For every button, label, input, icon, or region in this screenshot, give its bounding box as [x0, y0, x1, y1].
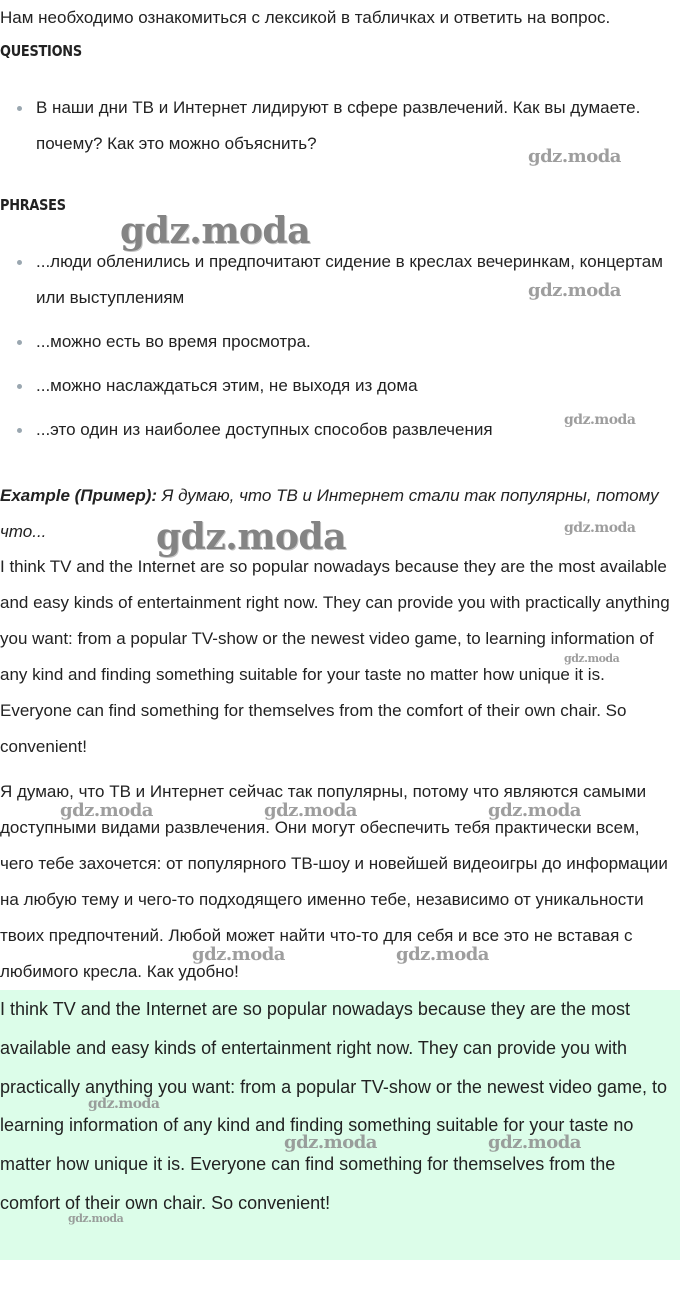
example-label: Example (Пример):: [0, 486, 158, 505]
highlight-text: I think TV and the Internet are so popular nowadays because they are the most available and easy kinds of entertainment right now. They can provide you with practically anything you want: from a popular TV-show or the newest video game, to learning information of any kind and finding something suitable for your taste no matter how unique it is. Everyone can find something for themselves from the comfort of their own chair. So convenient!: [0, 999, 668, 1213]
bullet-icon: [17, 428, 22, 433]
bullet-icon: [17, 384, 22, 389]
phrase-text: ...это один из наиболее доступных способов развлечения: [36, 420, 493, 439]
question-text: В наши дни ТВ и Интернет лидируют в сфере развлечений. Как вы думаете. почему? Как это можно объяснить?: [36, 98, 641, 153]
example-text: Я думаю, что ТВ и Интернет стали так популярны, потому что...: [0, 486, 659, 541]
watermark: gdz.moda: [88, 1096, 160, 1112]
phrase-text: ...можно есть во время просмотра.: [36, 332, 311, 351]
phrase-text: ...люди обленились и предпочитают сидение в креслах вечеринкам, концертам или выступлениям: [36, 252, 663, 307]
watermark: gdz.moda: [192, 944, 285, 965]
bullet-icon: [17, 340, 22, 345]
list-item: [0, 324, 680, 360]
answer-russian: Я думаю, что ТВ и Интернет сейчас так популярны, потому что являются самыми доступными видами развлечения. Они могут обеспечить тебя практически всем, чего тебе захочется: от популярного ТВ-шоу и новейшей видеоигры до информации на любую тему и чего-то подходящего именно тебе, независимо от уникальности твоих предпочтений. Любой может найти что-то для себя и все это не вставая с любимого кресла. Как удобно!: [0, 782, 668, 981]
watermark: gdz.moda: [68, 1212, 124, 1225]
answer-english: I think TV and the Internet are so popular nowadays because they are the most available and easy kinds of entertainment right now. They can provide you with practically anything you want: from a popular TV-show or the newest video game, to learning information of any kind and finding something suitable for your taste no matter how unique it is. Everyone can find something for themselves from the comfort of their own chair. So convenient!: [0, 557, 670, 756]
list-item: [0, 368, 680, 404]
phrase-text: ...можно наслаждаться этим, не выходя из дома: [36, 376, 418, 395]
watermark: gdz.moda: [528, 280, 621, 301]
intro-text: Нам необходимо ознакомиться с лексикой в табличках и ответить на вопрос.: [0, 8, 611, 27]
watermark: gdz.moda: [564, 652, 620, 665]
watermark: gdz.moda: [264, 800, 357, 821]
watermark: gdz.moda: [564, 412, 636, 428]
phrases-heading: PHRASES: [0, 196, 66, 214]
watermark: gdz.moda: [528, 146, 621, 167]
bullet-icon: [17, 260, 22, 265]
watermark: gdz.moda: [120, 210, 310, 252]
watermark: gdz.moda: [488, 1132, 581, 1153]
watermark: gdz.moda: [564, 520, 636, 536]
bullet-icon: [17, 106, 22, 111]
watermark: gdz.moda: [60, 800, 153, 821]
questions-heading: QUESTIONS: [0, 42, 82, 60]
watermark: gdz.moda: [284, 1132, 377, 1153]
watermark: gdz.moda: [488, 800, 581, 821]
watermark: gdz.moda: [396, 944, 489, 965]
watermark: gdz.moda: [156, 516, 346, 558]
